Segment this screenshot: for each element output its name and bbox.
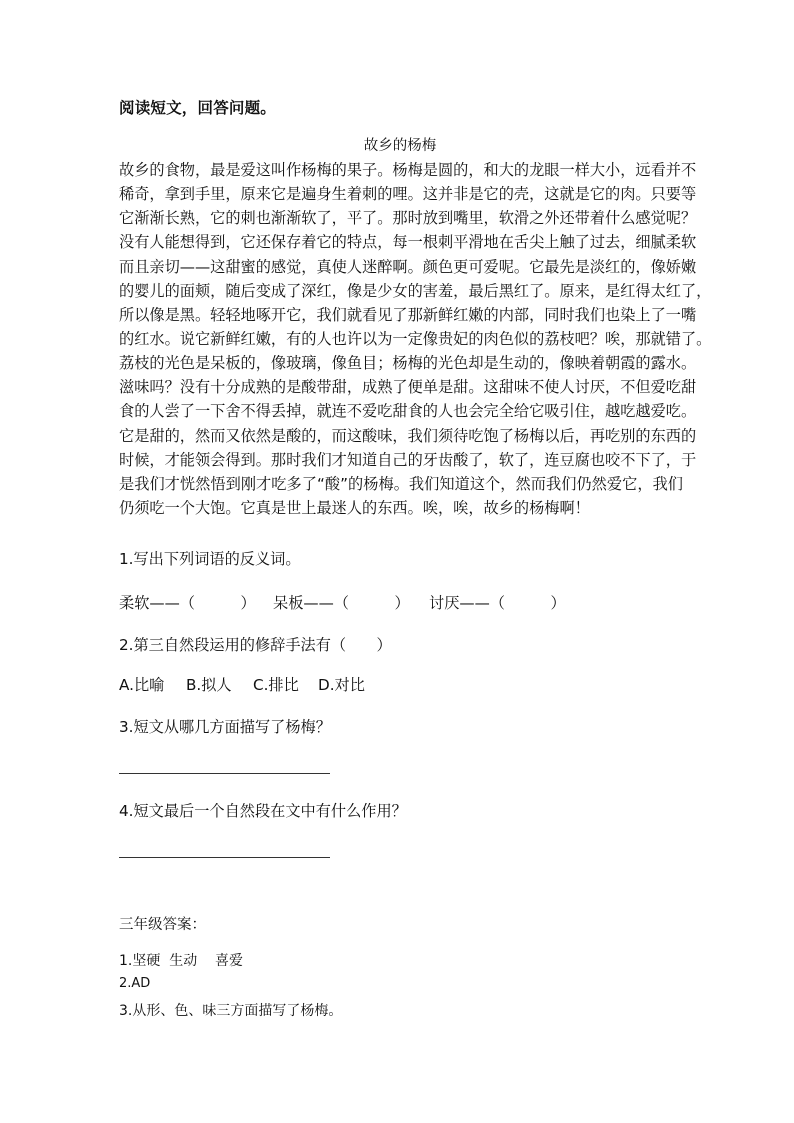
passage-line: 它渐渐长熟，它的刺也渐渐软了，平了。那时放到嘴里，软滑之外还带着什么感觉呢？ xyxy=(119,209,697,228)
passage-line: 的婴儿的面颊，随后变成了深红，像是少女的害羞，最后黑红了。原来，是红得太红了， xyxy=(119,281,712,300)
passage-line: 食的人尝了一下舍不得丢掉，就连不爱吃甜食的人也会完全给它吸引住，越吃越爱吃。 xyxy=(119,402,697,421)
answer-key-line: 3.从形、色、味三方面描写了杨梅。 xyxy=(119,1003,343,1019)
answer-line-4[interactable] xyxy=(119,857,330,858)
passage-line: 而且亲切——这甜蜜的感觉，真使人迷醉啊。颜色更可爱呢。它最先是淡红的，像娇嫩 xyxy=(119,257,697,276)
passage-line: 它是甜的，然而又依然是酸的，而这酸味，我们须待吃饱了杨梅以后，再吃别的东西的 xyxy=(119,426,697,445)
option-b[interactable]: B.拟人 xyxy=(186,676,232,694)
passage-line: 仍须吃一个大饱。它真是世上最迷人的东西。唉，唉，故乡的杨梅啊！ xyxy=(119,498,590,517)
option-c[interactable]: C.排比 xyxy=(253,676,299,694)
answer-line-3[interactable] xyxy=(119,773,330,774)
option-d[interactable]: D.对比 xyxy=(318,676,365,694)
answer-key-title: 三年级答案： xyxy=(119,917,206,933)
passage-line: 滋味吗？没有十分成熟的是酸带甜，成熟了便单是甜。这甜味不使人讨厌，不但爱吃甜 xyxy=(119,378,697,397)
antonym-blank-dull[interactable]: 呆板——（ ） xyxy=(273,594,410,612)
question-1: 1.写出下列词语的反义词。 xyxy=(119,550,301,568)
passage-title: 故乡的杨梅 xyxy=(363,138,437,154)
option-a[interactable]: A.比喻 xyxy=(119,676,165,694)
passage-line: 时候，才能领会得到。那时我们才知道自己的牙齿酸了，软了，连豆腐也咬不下了，于 xyxy=(119,450,697,469)
answer-key-line: 1.坚硬 生动 喜爱 xyxy=(119,953,244,969)
answer-key-line: 2.AD xyxy=(119,976,151,991)
question-2: 2.第三自然段运用的修辞手法有（ ） xyxy=(119,636,392,654)
antonym-items xyxy=(0,592,794,612)
passage-line: 故乡的食物，最是爱这叫作杨梅的果子。杨梅是圆的，和大的龙眼一样大小，远看并不 xyxy=(119,161,697,179)
choice-options xyxy=(0,674,794,694)
passage-line: 没有人能想得到，它还保存着它的特点，每一根刺平滑地在舌尖上触了过去，细腻柔软 xyxy=(119,233,697,252)
question-3: 3.短文从哪几方面描写了杨梅？ xyxy=(119,718,331,736)
passage-line: 荔枝的光色是呆板的，像玻璃，像鱼目；杨梅的光色却是生动的，像映着朝霞的露水。 xyxy=(119,354,697,373)
passage-line: 稀奇，拿到手里，原来它是遍身生着刺的哩。这并非是它的壳，这就是它的肉。只要等 xyxy=(119,185,697,204)
passage-body xyxy=(119,158,712,520)
antonym-blank-dislike[interactable]: 讨厌——（ ） xyxy=(429,594,566,612)
instruction-heading: 阅读短文，回答问题。 xyxy=(119,99,277,117)
antonym-blank-soft[interactable]: 柔软——（ ） xyxy=(119,594,256,612)
question-4: 4.短文最后一个自然段在文中有什么作用？ xyxy=(119,802,407,820)
passage-line: 所以像是黑。轻轻地啄开它，我们就看见了那新鲜红嫩的内部，同时我们也染上了一嘴 xyxy=(119,305,697,324)
passage-line: 是我们才恍然悟到刚才吃多了“酸”的杨梅。我们知道这个，然而我们仍然爱它，我们 xyxy=(119,474,683,493)
passage-line: 的红水。说它新鲜红嫩，有的人也许以为一定像贵妃的肉色似的荔枝吧？唉，那就错了。 xyxy=(119,329,712,348)
